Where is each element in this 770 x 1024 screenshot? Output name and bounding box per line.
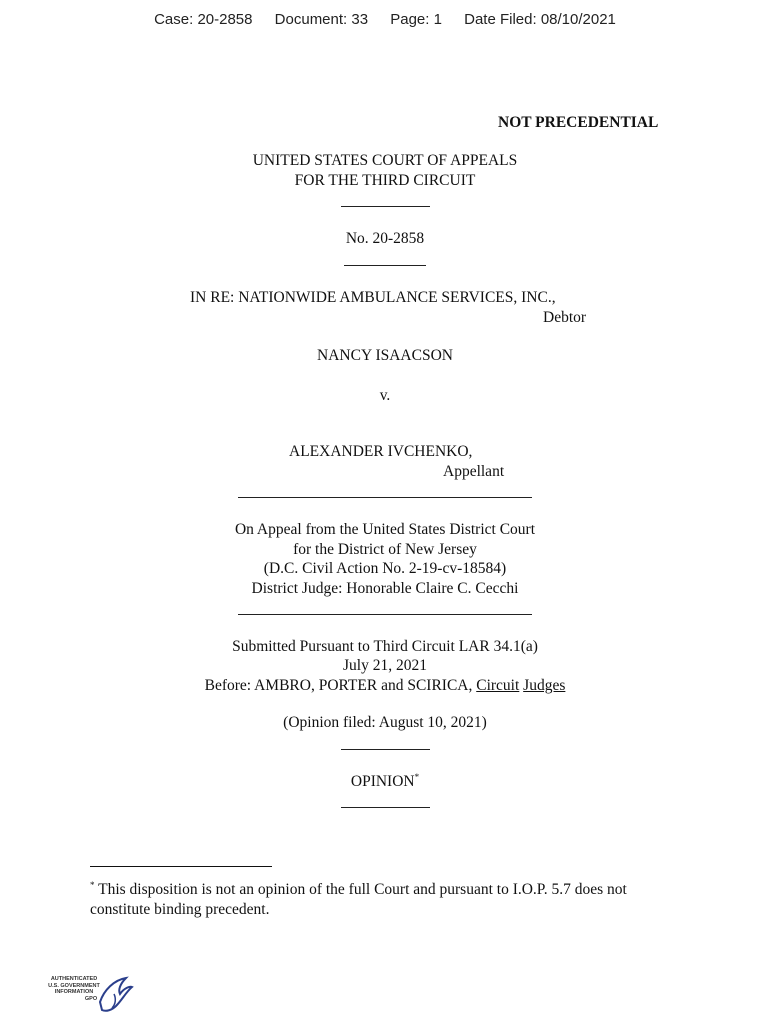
in-re-line: IN RE: NATIONWIDE AMBULANCE SERVICES, INC.,: [190, 289, 556, 306]
appellant-label: Appellant: [443, 463, 505, 480]
opinion-footnote-marker: *: [414, 772, 420, 782]
appeal-line4: District Judge: Honorable Claire C. Cecchi: [251, 580, 519, 597]
appeal-line1: On Appeal from the United States District Court: [234, 521, 536, 538]
divider: [344, 265, 426, 266]
eagle-icon: [44, 972, 134, 1018]
precedential-label: NOT PRECEDENTIAL: [498, 114, 659, 131]
divider: [341, 206, 430, 207]
submission-line: Submitted Pursuant to Third Circuit LAR 34.1(a): [232, 638, 538, 655]
appeal-line3: (D.C. Civil Action No. 2-19-cv-18584): [263, 560, 507, 577]
divider: [341, 807, 430, 808]
divider: [238, 614, 532, 615]
submission-date: July 21, 2021: [343, 657, 427, 674]
document-number: Document: 33: [274, 11, 369, 28]
case-number: Case: 20-2858: [154, 11, 253, 28]
party-one: NANCY ISAACSON: [317, 347, 453, 364]
divider: [341, 749, 430, 750]
divider: [238, 497, 532, 498]
footnote-text: This disposition is not an opinion of the full Court and pursuant to I.O.P. 5.7 does not constitute binding precedent.: [90, 881, 627, 918]
gpo-authentication-badge: [44, 972, 134, 1018]
gpo-line3: INFORMATION: [54, 989, 94, 995]
opinion-filed-date: (Opinion filed: August 10, 2021): [283, 714, 487, 731]
versus: v.: [379, 387, 391, 404]
opinion-title-text: OPINION: [350, 773, 415, 790]
footnote: [90, 875, 690, 920]
circuit-word: Circuit: [476, 677, 520, 694]
court-name-line2: FOR THE THIRD CIRCUIT: [294, 172, 476, 189]
party-two: ALEXANDER IVCHENKO,: [289, 443, 473, 460]
panel-line: [0, 677, 770, 695]
judges-word: Judges: [523, 677, 566, 694]
page-number: Page: 1: [390, 11, 442, 28]
debtor-label: Debtor: [543, 309, 587, 326]
court-name-line1: UNITED STATES COURT OF APPEALS: [252, 152, 518, 169]
date-filed: Date Filed: 08/10/2021: [464, 11, 616, 28]
filing-header: [0, 11, 770, 28]
footnote-rule: [90, 866, 272, 867]
panel-judges: Before: AMBRO, PORTER and SCIRICA,: [204, 677, 477, 694]
opinion-title: [0, 772, 770, 791]
appeal-line2: for the District of New Jersey: [293, 541, 477, 558]
gpo-line1: AUTHENTICATED: [50, 976, 98, 982]
gpo-line2: U.S. GOVERNMENT: [48, 982, 100, 989]
docket-number: No. 20-2858: [345, 230, 425, 247]
footnote-marker: *: [90, 880, 95, 890]
gpo-line4: GPO: [84, 995, 98, 1002]
